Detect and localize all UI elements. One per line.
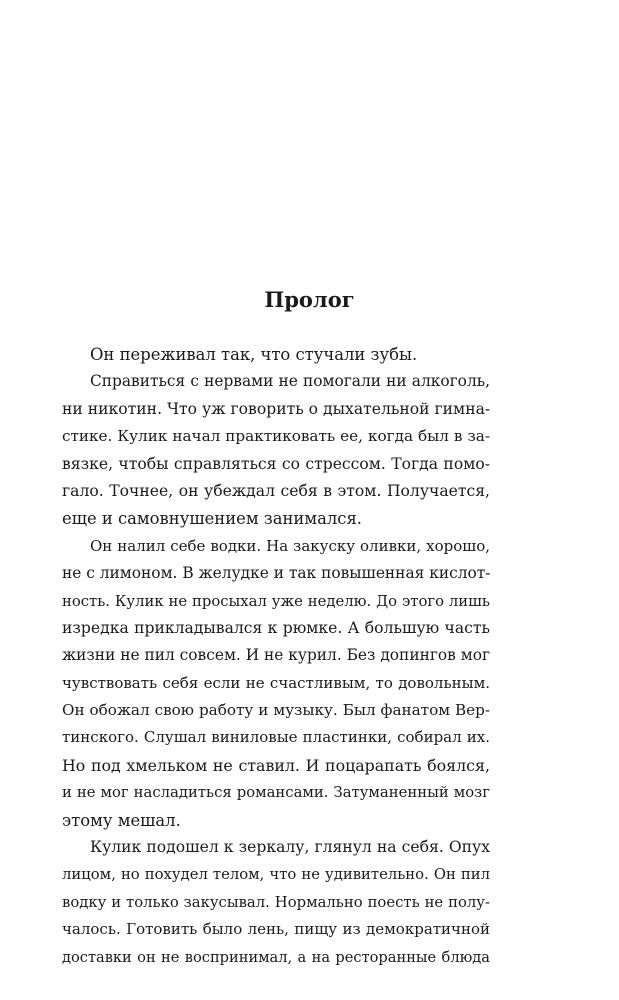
text-line: лицом, но похудел телом, что не удивительно. Он пил [62, 866, 490, 884]
text-line: Он обожал свою работу и музыку. Был фанатом Вер- [62, 701, 490, 720]
text-line: чувствовать себя если не счастливым, то довольным. [62, 673, 490, 692]
text-line: тинского. Слушал виниловые пластинки, собирал их. [62, 728, 490, 747]
text-line: Он налил себе водки. На закуску оливки, хорошо, [90, 536, 490, 555]
text-line: Справиться с нервами не помогали ни алкоголь, [90, 372, 490, 391]
text-line: стике. Кулик начал практиковать ее, когда был в за- [62, 427, 490, 446]
text-line: этому мешал. [62, 810, 181, 830]
text-line: изредка прикладывался к рюмке. А большую часть [62, 618, 490, 637]
chapter-body [62, 341, 490, 971]
text-line: чалось. Готовить было лень, пищу из демократичной [62, 920, 490, 939]
text-line: Кулик подошел к зеркалу, глянул на себя. Опух [90, 838, 490, 857]
text-line: Он переживал так, что стучали зубы. [90, 345, 418, 364]
text-line: не с лимоном. В желудке и так повышенная кислот- [62, 564, 491, 583]
text-line: Но под хмельком не ставил. И поцарапать боялся, [62, 755, 490, 775]
text-line: еще и самовнушением занимался. [62, 509, 363, 529]
text-line: водку и только закусывал. Нормально поесть не полу- [62, 893, 490, 911]
text-line: ни никотин. Что уж говорить о дыхательной гимна- [62, 399, 491, 418]
text-line: ность. Кулик не просыхал уже неделю. До этого лишь [62, 592, 490, 610]
text-line: и не мог насладиться романсами. Затуманенный мозг [62, 784, 490, 802]
text-line: жизни не пил совсем. И не курил. Без допингов мог [62, 646, 491, 665]
text-line: доставки он не воспринимал, а на ресторанные блюда [62, 948, 490, 966]
text-line: гало. Точнее, он убеждал себя в этом. Получается, [62, 481, 490, 500]
text-line: вязке, чтобы справляться со стрессом. Тогда помо- [62, 454, 490, 473]
chapter-title: Пролог [264, 287, 355, 312]
